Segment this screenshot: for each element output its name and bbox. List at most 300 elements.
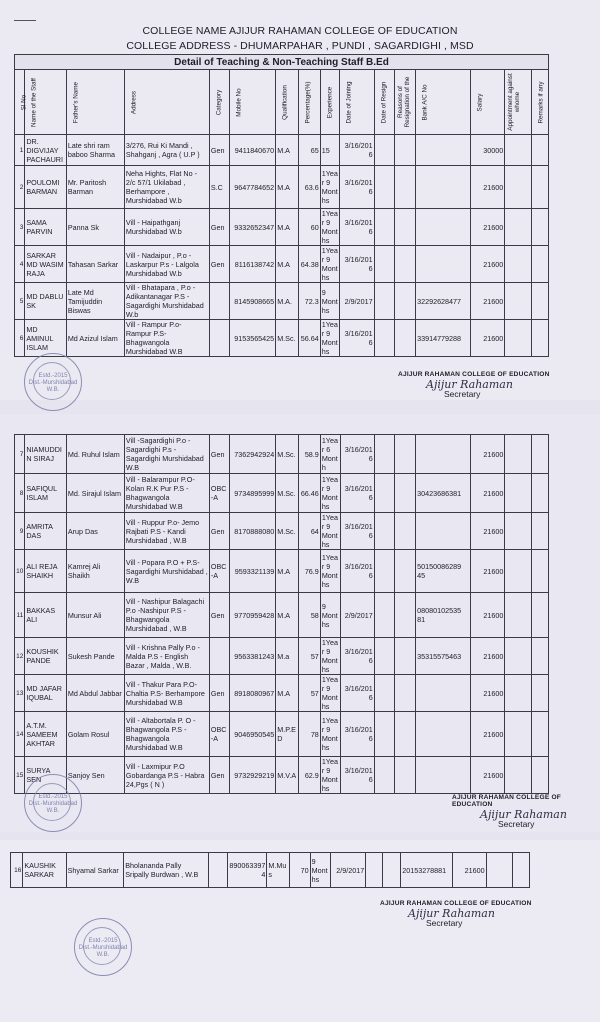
signature-role: Secretary (444, 389, 481, 399)
column-header (15, 70, 28, 135)
column-header (395, 70, 416, 135)
cell-date-of-joining: 3/16/2016 (340, 435, 374, 474)
staff-table-part-1 (14, 54, 549, 357)
cell-date-of-resign (374, 593, 395, 638)
cell-qualification: M.Sc. (276, 320, 299, 357)
cell-staff-name: DR. DIGVIJAY PACHAURI (25, 135, 66, 166)
cell-appointment-against (505, 757, 532, 794)
cell-qualification: M.Sc. (276, 513, 299, 550)
cell-appointment-against (505, 550, 532, 593)
college-stamp (24, 353, 82, 411)
cell-sl-no: 9 (15, 513, 25, 550)
college-address: COLLEGE ADDRESS - DHUMARPAHAR , PUNDI , SAGARDIGHI , MSD (126, 40, 474, 52)
cell-resign-reason (395, 320, 416, 357)
cell-mobile-no: 8145908665 (229, 283, 276, 320)
cell-experience: 1Year 9 Months (320, 474, 340, 513)
cell-address: Vill - Bhatapara , P.o - Adikantanagar P.S - Sagardighi Murshidabad W.b (124, 283, 209, 320)
table-row (15, 675, 549, 712)
cell-sl-no: 10 (15, 550, 25, 593)
cell-category: Gen (209, 135, 229, 166)
cell-staff-name: SARKAR MD WASIM RAJA (25, 246, 66, 283)
cell-experience: 1Year 9 Months (320, 675, 340, 712)
cell-qualification: M.V.A (276, 757, 299, 794)
cell-address: Neha Hights, Flat No - 2/c 57/1 Ukilabad , Berhampore , Murshidabad W.b (124, 166, 209, 209)
cell-father-name: Md Abdul Jabbar (66, 675, 124, 712)
cell-sl-no: 14 (15, 712, 25, 757)
cell-salary: 21600 (471, 675, 505, 712)
cell-resign-reason (382, 853, 401, 888)
cell-mobile-no: 8918080967 (229, 675, 276, 712)
cell-category: Gen (209, 593, 229, 638)
cell-bank-account (416, 513, 471, 550)
column-header (416, 70, 471, 135)
cell-qualification: M.A (276, 675, 299, 712)
cell-bank-account: 33914779288 (416, 320, 471, 357)
cell-qualification: M.Sc. (276, 435, 299, 474)
cell-address: Vill - Rampur P.o- Rampur P.S- Bhagwangola Murshidabad W.B (124, 320, 209, 357)
cell-date-of-joining: 3/16/2016 (340, 675, 374, 712)
cell-qualification: M.P.ED (276, 712, 299, 757)
cell-remarks (532, 675, 549, 712)
cell-remarks (532, 638, 549, 675)
cell-mobile-no: 9647784652 (229, 166, 276, 209)
cell-salary: 21600 (452, 853, 486, 888)
column-header-label: Remarks if any (537, 81, 545, 123)
cell-address: Vill - Nashipur Balagachi P.o -Nashipur P.S - Bhagwangola Murshidabad , W.B (124, 593, 209, 638)
table-body (11, 853, 530, 888)
cell-percentage: 78 (299, 712, 321, 757)
cell-percentage: 64 (299, 513, 321, 550)
cell-appointment-against (505, 320, 532, 357)
cell-qualification: M.Sc. (276, 474, 299, 513)
cell-date-of-resign (374, 638, 395, 675)
cell-father-name: Kamrej Ali Shaikh (66, 550, 124, 593)
cell-staff-name: KOUSHIK PANDE (25, 638, 66, 675)
signature-college: AJIJUR RAHAMAN COLLEGE OF EDUCATION (380, 900, 532, 907)
cell-remarks (532, 550, 549, 593)
cell-father-name: Arup Das (66, 513, 124, 550)
cell-salary: 21600 (471, 513, 505, 550)
cell-appointment-against (505, 675, 532, 712)
cell-date-of-joining: 3/16/2016 (340, 550, 374, 593)
table-row (15, 593, 549, 638)
cell-mobile-no: 9563381243 (229, 638, 276, 675)
cell-date-of-joining: 2/9/2017 (340, 593, 374, 638)
cell-percentage: 66.46 (299, 474, 321, 513)
cell-qualification: M.A (276, 246, 299, 283)
cell-address: Vill - Thakur Para P.O- Chaltia P.S- Berhampore Murshidabad W.B (124, 675, 209, 712)
cell-percentage: 63.6 (298, 166, 320, 209)
stamp-state: W.B. (46, 387, 60, 393)
cell-experience: 1Year 9 Months (320, 550, 340, 593)
column-header-label: Experience (326, 86, 334, 118)
cell-remarks (532, 513, 549, 550)
cell-father-name: Sanjoy Sen (66, 757, 124, 794)
table-body (15, 435, 549, 794)
cell-category: Gen (209, 513, 229, 550)
cell-father-name: Late shri ram baboo Sharma (66, 135, 124, 166)
cell-father-name: Md. Sirajul Islam (66, 474, 124, 513)
cell-bank-account (416, 435, 471, 474)
column-header (320, 70, 340, 135)
cell-experience: 1Year 6 Month (320, 435, 340, 474)
table-row (15, 757, 549, 794)
cell-salary: 30000 (471, 135, 505, 166)
staff-table-part-2 (14, 434, 549, 794)
cell-salary: 21600 (471, 712, 505, 757)
cell-bank-account (416, 135, 471, 166)
column-header-label: Sl No (20, 94, 28, 110)
cell-salary: 21600 (471, 246, 505, 283)
table-row (15, 638, 549, 675)
cell-percentage: 56.64 (298, 320, 320, 357)
stamp-estd: Estd.-2015 (38, 373, 68, 379)
cell-category: Gen (209, 757, 229, 794)
cell-date-of-joining: 3/16/2016 (340, 246, 374, 283)
table-body (15, 135, 549, 357)
cell-address: Bholananda Pally Sripally Burdwan , W.B (124, 853, 208, 888)
cell-address: Vill - Nadaipur , P.o - Laskarpur P.s - Lalgola Murshidabad W.b (124, 246, 209, 283)
stamp-state: W.B. (46, 808, 60, 814)
cell-appointment-against (505, 638, 532, 675)
cell-percentage: 57 (299, 675, 321, 712)
cell-father-name: Shyamal Sarkar (66, 853, 124, 888)
cell-address: Vill -Sagardighi P.o - Sagardighi P.s - Sagardighi Murshidabad W.B (124, 435, 209, 474)
cell-remarks (532, 246, 549, 283)
cell-sl-no: 7 (15, 435, 25, 474)
column-header-label: Mobile No (235, 87, 243, 117)
cell-resign-reason (395, 757, 416, 794)
cell-staff-name: MD DABLU SK (25, 283, 66, 320)
cell-bank-account (416, 712, 471, 757)
cell-remarks (532, 135, 549, 166)
cell-sl-no: 4 (15, 246, 25, 283)
cell-date-of-resign (374, 283, 395, 320)
cell-category (208, 853, 228, 888)
table-row (15, 320, 549, 357)
cell-resign-reason (395, 513, 416, 550)
cell-remarks (532, 593, 549, 638)
cell-category: Gen (209, 435, 229, 474)
cell-experience: 1Year 9 Months (320, 209, 340, 246)
table-row (15, 474, 549, 513)
cell-appointment-against (505, 166, 532, 209)
cell-address: Vill - Krishna Pally P.o - Malda P.S - English Bazar , Malda , W.B. (124, 638, 209, 675)
cell-date-of-joining: 2/9/2017 (331, 853, 366, 888)
cell-mobile-no: 8900633974 (228, 853, 267, 888)
cell-mobile-no: 9332652347 (229, 209, 276, 246)
column-header (124, 70, 209, 135)
column-header-label: Date of Resign (380, 81, 388, 123)
cell-resign-reason (395, 712, 416, 757)
cell-experience: 1Year 9 Months (320, 712, 340, 757)
cell-sl-no: 15 (15, 757, 25, 794)
cell-experience: 1Year 9 Months (320, 513, 340, 550)
cell-category: Gen (209, 209, 229, 246)
cell-experience: 15 (320, 135, 340, 166)
cell-date-of-resign (374, 135, 395, 166)
cell-father-name: Md Azizul Islam (66, 320, 124, 357)
table-row (15, 135, 549, 166)
cell-experience: 1Year 9 Months (320, 757, 340, 794)
cell-sl-no: 2 (15, 166, 25, 209)
cell-sl-no: 5 (15, 283, 25, 320)
table-row (15, 435, 549, 474)
cell-category: Gen (209, 246, 229, 283)
cell-staff-name: MD JAFAR IQUBAL (25, 675, 66, 712)
column-header-label: Salary (476, 93, 484, 111)
cell-father-name: Md. Ruhul Islam (66, 435, 124, 474)
cell-sl-no: 12 (15, 638, 25, 675)
cell-sl-no: 16 (11, 853, 23, 888)
table-row (15, 246, 549, 283)
cell-bank-account: 50150086289 45 (416, 550, 471, 593)
cell-resign-reason (395, 474, 416, 513)
cell-staff-name: NIAMUDDIN SIRAJ (25, 435, 66, 474)
table-row (15, 513, 549, 550)
column-header (505, 70, 532, 135)
cell-date-of-joining: 3/16/2016 (340, 757, 374, 794)
cell-percentage: 62.9 (299, 757, 321, 794)
cell-date-of-resign (374, 757, 395, 794)
cell-category: OBC-A (209, 550, 229, 593)
table-row (15, 283, 549, 320)
cell-salary: 21600 (471, 550, 505, 593)
cell-date-of-joining: 3/16/2016 (340, 166, 374, 209)
cell-date-of-resign (374, 550, 395, 593)
cell-experience: 1Year 9 Months (320, 320, 340, 357)
cell-appointment-against (486, 853, 513, 888)
cell-qualification: M.A. (276, 283, 299, 320)
cell-staff-name: AMRITA DAS (25, 513, 66, 550)
column-header-label: Reasons of Resignation of the (397, 76, 412, 128)
table-row (15, 550, 549, 593)
column-header (66, 70, 124, 135)
column-header-label: Address (130, 90, 138, 114)
cell-father-name: Sukesh Pande (66, 638, 124, 675)
column-header (276, 70, 299, 135)
college-stamp (74, 918, 132, 976)
cell-category: OBC-A (209, 712, 229, 757)
cell-salary: 21600 (471, 474, 505, 513)
cell-salary: 21600 (471, 757, 505, 794)
cell-salary: 21600 (471, 320, 505, 357)
cell-date-of-resign (374, 320, 395, 357)
cell-sl-no: 6 (15, 320, 25, 357)
cell-percentage: 76.9 (299, 550, 321, 593)
cell-date-of-resign (374, 209, 395, 246)
signature-block (452, 794, 600, 829)
cell-bank-account: 08080102535 81 (416, 593, 471, 638)
stamp-state: W.B. (96, 952, 110, 958)
cell-mobile-no: 9593321139 (229, 550, 276, 593)
cell-category (209, 320, 229, 357)
cell-father-name: Mr. Paritosh Barman (66, 166, 124, 209)
cell-experience: 9 Months (310, 853, 331, 888)
table-title: Detail of Teaching & Non-Teaching Staff B.Ed (15, 55, 549, 70)
scan-mark (14, 20, 36, 21)
cell-address: Vill - Ruppur P.o- Jemo Rajbati P.S - Kandi Murshidabad , W.B (124, 513, 209, 550)
cell-remarks (532, 209, 549, 246)
cell-experience: 1Year 9 Months (320, 166, 340, 209)
cell-mobile-no: 9734895999 (229, 474, 276, 513)
cell-salary: 21600 (471, 209, 505, 246)
cell-staff-name: POULOMI BARMAN (25, 166, 66, 209)
cell-mobile-no: 9732929219 (229, 757, 276, 794)
cell-address: Vill - Balarampur P.O- Kolan R.K Pur P.S - Bhagwangola Murshidabad W.B (124, 474, 209, 513)
signature-name: Ajijur Rahaman (480, 808, 567, 821)
cell-appointment-against (505, 712, 532, 757)
cell-resign-reason (395, 638, 416, 675)
cell-remarks (513, 853, 530, 888)
cell-staff-name: MD AMINUL ISLAM (25, 320, 66, 357)
cell-mobile-no: 9153565425 (229, 320, 276, 357)
cell-resign-reason (395, 675, 416, 712)
cell-bank-account (416, 675, 471, 712)
cell-salary: 21600 (471, 166, 505, 209)
cell-qualification: M.Mus (267, 853, 290, 888)
cell-sl-no: 1 (15, 135, 25, 166)
cell-appointment-against (505, 209, 532, 246)
cell-percentage: 70 (290, 853, 311, 888)
cell-father-name: Munsur Ali (66, 593, 124, 638)
cell-qualification: M.a (276, 638, 299, 675)
cell-appointment-against (505, 593, 532, 638)
cell-staff-name: A.T.M. SAMEEM AKHTAR (25, 712, 66, 757)
column-header-label: Percentage(%) (304, 81, 312, 123)
cell-remarks (532, 320, 549, 357)
cell-remarks (532, 474, 549, 513)
cell-resign-reason (395, 135, 416, 166)
signature-role: Secretary (498, 819, 535, 829)
column-header (471, 70, 505, 135)
cell-staff-name: SURYA SEN (25, 757, 66, 794)
cell-appointment-against (505, 283, 532, 320)
cell-resign-reason (395, 209, 416, 246)
column-header (209, 70, 229, 135)
cell-appointment-against (505, 513, 532, 550)
signature-name: Ajijur Rahaman (408, 907, 495, 920)
cell-category (209, 638, 229, 675)
cell-father-name: Golam Rosul (66, 712, 124, 757)
cell-mobile-no: 9046950545 (229, 712, 276, 757)
signature-name: Ajijur Rahaman (426, 378, 513, 391)
cell-bank-account: 30423686381 (416, 474, 471, 513)
cell-experience: 1Year 9 Months (320, 638, 340, 675)
cell-qualification: M.A (276, 209, 299, 246)
cell-mobile-no: 9411840670 (229, 135, 276, 166)
cell-appointment-against (505, 135, 532, 166)
column-header-label: Name of the Staff (30, 77, 38, 127)
cell-staff-name: SAMA PARVIN (25, 209, 66, 246)
cell-appointment-against (505, 246, 532, 283)
column-header (298, 70, 320, 135)
cell-sl-no: 3 (15, 209, 25, 246)
column-header (532, 70, 549, 135)
sheet-page-3 (0, 840, 600, 1022)
column-header (25, 70, 66, 135)
cell-percentage: 58 (299, 593, 321, 638)
cell-address: Vill - Popara P.O + P.S- Sagardighi Murshidabad , W.B (124, 550, 209, 593)
table-row (15, 712, 549, 757)
cell-qualification: M.A (276, 593, 299, 638)
signature-college: AJIJUR RAHAMAN COLLEGE OF EDUCATION (398, 371, 550, 378)
cell-date-of-joining: 3/16/2016 (340, 712, 374, 757)
cell-appointment-against (505, 474, 532, 513)
cell-bank-account: 32292628477 (416, 283, 471, 320)
stamp-estd: Estd.-2015 (88, 938, 118, 944)
cell-category (209, 283, 229, 320)
column-header-label: Qualification (281, 84, 289, 120)
cell-date-of-joining: 2/9/2017 (340, 283, 374, 320)
cell-sl-no: 13 (15, 675, 25, 712)
cell-date-of-resign (374, 166, 395, 209)
column-header-label: Father's Name (72, 81, 80, 123)
cell-percentage: 65 (298, 135, 320, 166)
cell-mobile-no: 8116138742 (229, 246, 276, 283)
cell-experience: 1Year 9 Months (320, 246, 340, 283)
cell-remarks (532, 283, 549, 320)
stamp-estd: Estd.-2015 (38, 794, 68, 800)
cell-date-of-resign (374, 435, 395, 474)
cell-date-of-joining: 3/16/2016 (340, 209, 374, 246)
cell-date-of-resign (374, 474, 395, 513)
cell-salary: 21600 (471, 638, 505, 675)
cell-salary: 21600 (471, 283, 505, 320)
cell-remarks (532, 435, 549, 474)
cell-remarks (532, 166, 549, 209)
cell-bank-account (416, 757, 471, 794)
cell-percentage: 57 (299, 638, 321, 675)
cell-category: S.C (209, 166, 229, 209)
cell-mobile-no: 9770959428 (229, 593, 276, 638)
cell-resign-reason (395, 246, 416, 283)
sheet-page-1 (0, 0, 600, 400)
staff-table-part-3 (10, 852, 530, 888)
cell-resign-reason (395, 435, 416, 474)
cell-date-of-joining: 3/16/2016 (340, 638, 374, 675)
cell-salary: 21600 (471, 435, 505, 474)
cell-date-of-joining: 3/16/2016 (340, 135, 374, 166)
cell-bank-account: 35315575463 (416, 638, 471, 675)
cell-category: OBC-A (209, 474, 229, 513)
table-row (11, 853, 530, 888)
cell-staff-name: SAFIQUL ISLAM (25, 474, 66, 513)
cell-resign-reason (395, 593, 416, 638)
cell-resign-reason (395, 166, 416, 209)
cell-sl-no: 11 (15, 593, 25, 638)
cell-date-of-resign (374, 675, 395, 712)
cell-percentage: 58.9 (299, 435, 321, 474)
cell-qualification: M.A (276, 166, 299, 209)
cell-date-of-resign (374, 246, 395, 283)
column-header-label: Appointment against whome (507, 73, 522, 131)
cell-date-of-resign (374, 513, 395, 550)
cell-category: Gen (209, 675, 229, 712)
cell-father-name: Tahasan Sarkar (66, 246, 124, 283)
stamp-district: Dist.-Murshidabad (28, 380, 78, 386)
cell-experience: 9 Months (320, 593, 340, 638)
cell-qualification: M.A (276, 135, 299, 166)
cell-father-name: Late Md Tamijuddin Biswas (66, 283, 124, 320)
cell-staff-name: ALI REJA SHAIKH (25, 550, 66, 593)
cell-date-of-joining: 3/16/2016 (340, 320, 374, 357)
signature-block (398, 371, 550, 399)
cell-bank-account (416, 246, 471, 283)
cell-bank-account (416, 166, 471, 209)
cell-remarks (532, 712, 549, 757)
cell-staff-name: KAUSHIK SARKAR (23, 853, 66, 888)
